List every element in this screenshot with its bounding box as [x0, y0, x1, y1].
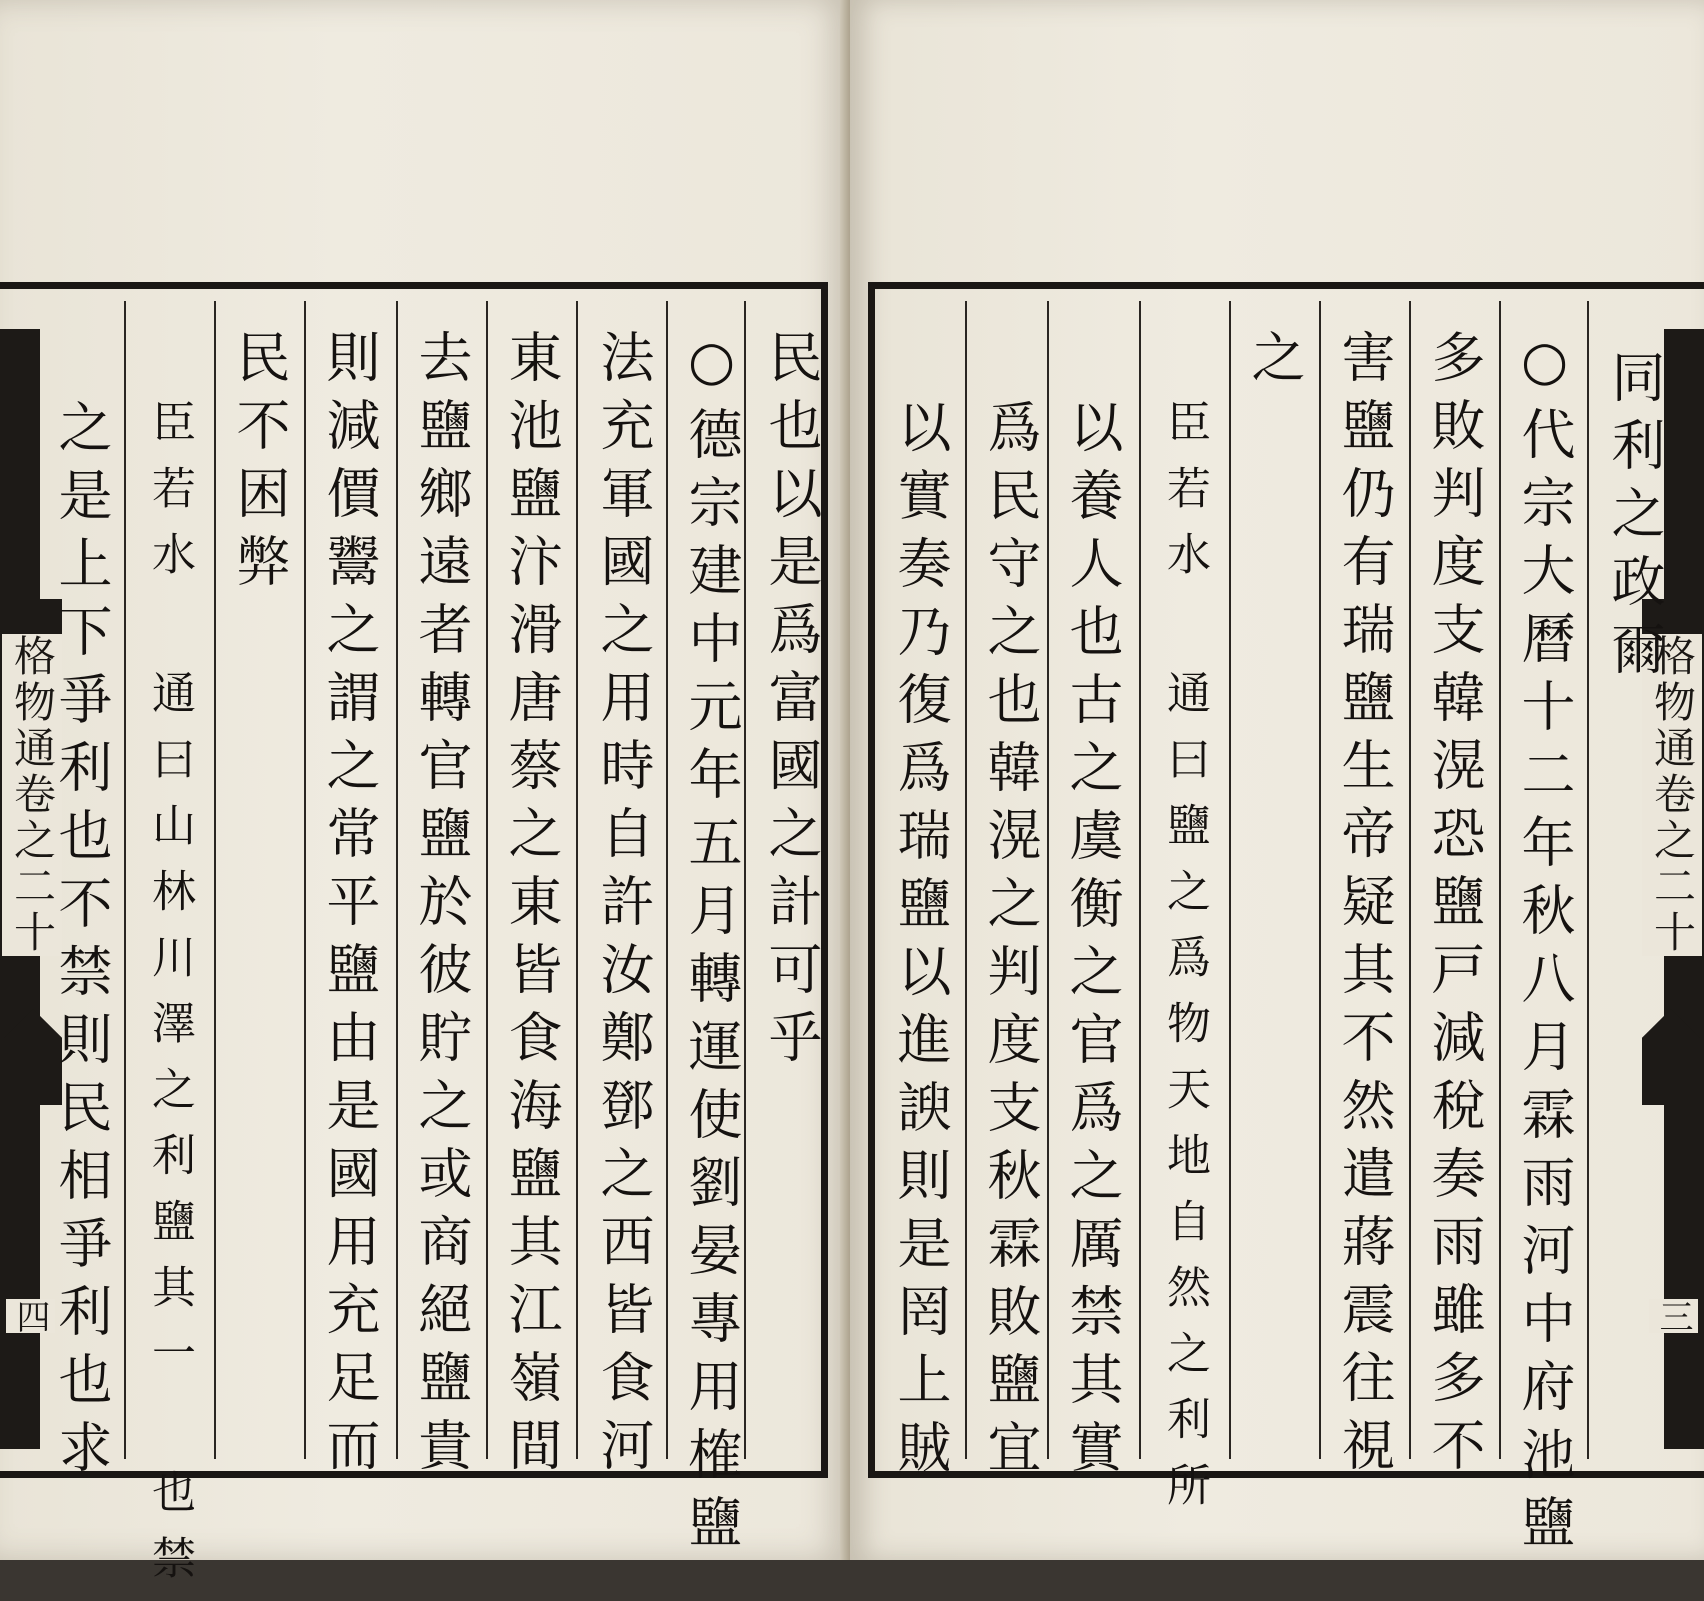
left-page	[0, 0, 850, 1601]
leaf-number: 三	[1649, 1299, 1698, 1333]
text-column: 多敗判度支韓滉恐鹽戸減稅奏雨雖多不	[1423, 329, 1486, 1485]
commentary-column: 爲民守之也韓滉之判度支秋霖敗鹽宜	[979, 399, 1042, 1487]
commentary-column: 臣若水 通曰鹽之爲物天地自然之利所	[1159, 399, 1210, 1528]
text-column: 去鹽鄉遠者轉官鹽於彼貯之或商絕鹽貴	[410, 329, 473, 1485]
commentary-column: 臣若水 通曰山林川澤之利鹽其一 也禁	[144, 399, 195, 1601]
text-column: 則減價鬻之謂之常平鹽由是國用充足而	[318, 329, 381, 1485]
text-column: ○德宗建中元年五月轉運使劉晏專用榷鹽	[680, 329, 743, 1562]
text-column: 民也以是爲富國之計可乎	[760, 329, 823, 1077]
right-page-frame	[868, 282, 1704, 1562]
text-column: ○代宗大曆十二年秋八月霖雨河中府池鹽	[1513, 329, 1576, 1562]
text-column: 害鹽仍有瑞鹽生帝疑其不然遣蔣震往視	[1333, 329, 1396, 1485]
column-rule	[1587, 301, 1589, 1459]
leaf-number: 四	[6, 1299, 55, 1333]
text-column: 之	[1243, 329, 1306, 397]
text-column: 同利之政爾	[1603, 349, 1666, 689]
commentary-column: 以養人也古之虞衡之官爲之厲禁其實	[1061, 399, 1124, 1487]
commentary-column: 以實奏乃復爲瑞鹽以進諛則是罔上賊	[889, 399, 952, 1487]
column-rule	[576, 301, 578, 1459]
text-column: 民不困弊	[228, 329, 291, 601]
spine-title: 格物通卷之二十	[2, 634, 62, 956]
commentary-column: 之是上下爭利也不禁則民相爭利也求	[50, 399, 113, 1487]
spine-title: 格物通卷之二十	[1642, 634, 1702, 956]
left-page-frame	[0, 282, 828, 1601]
text-column: 法充軍國之用時自許汝鄭鄧之西皆食河	[592, 329, 655, 1485]
right-page	[850, 0, 1704, 1560]
text-column: 東池鹽汴滑唐蔡之東皆食海鹽其江嶺間	[500, 329, 563, 1485]
